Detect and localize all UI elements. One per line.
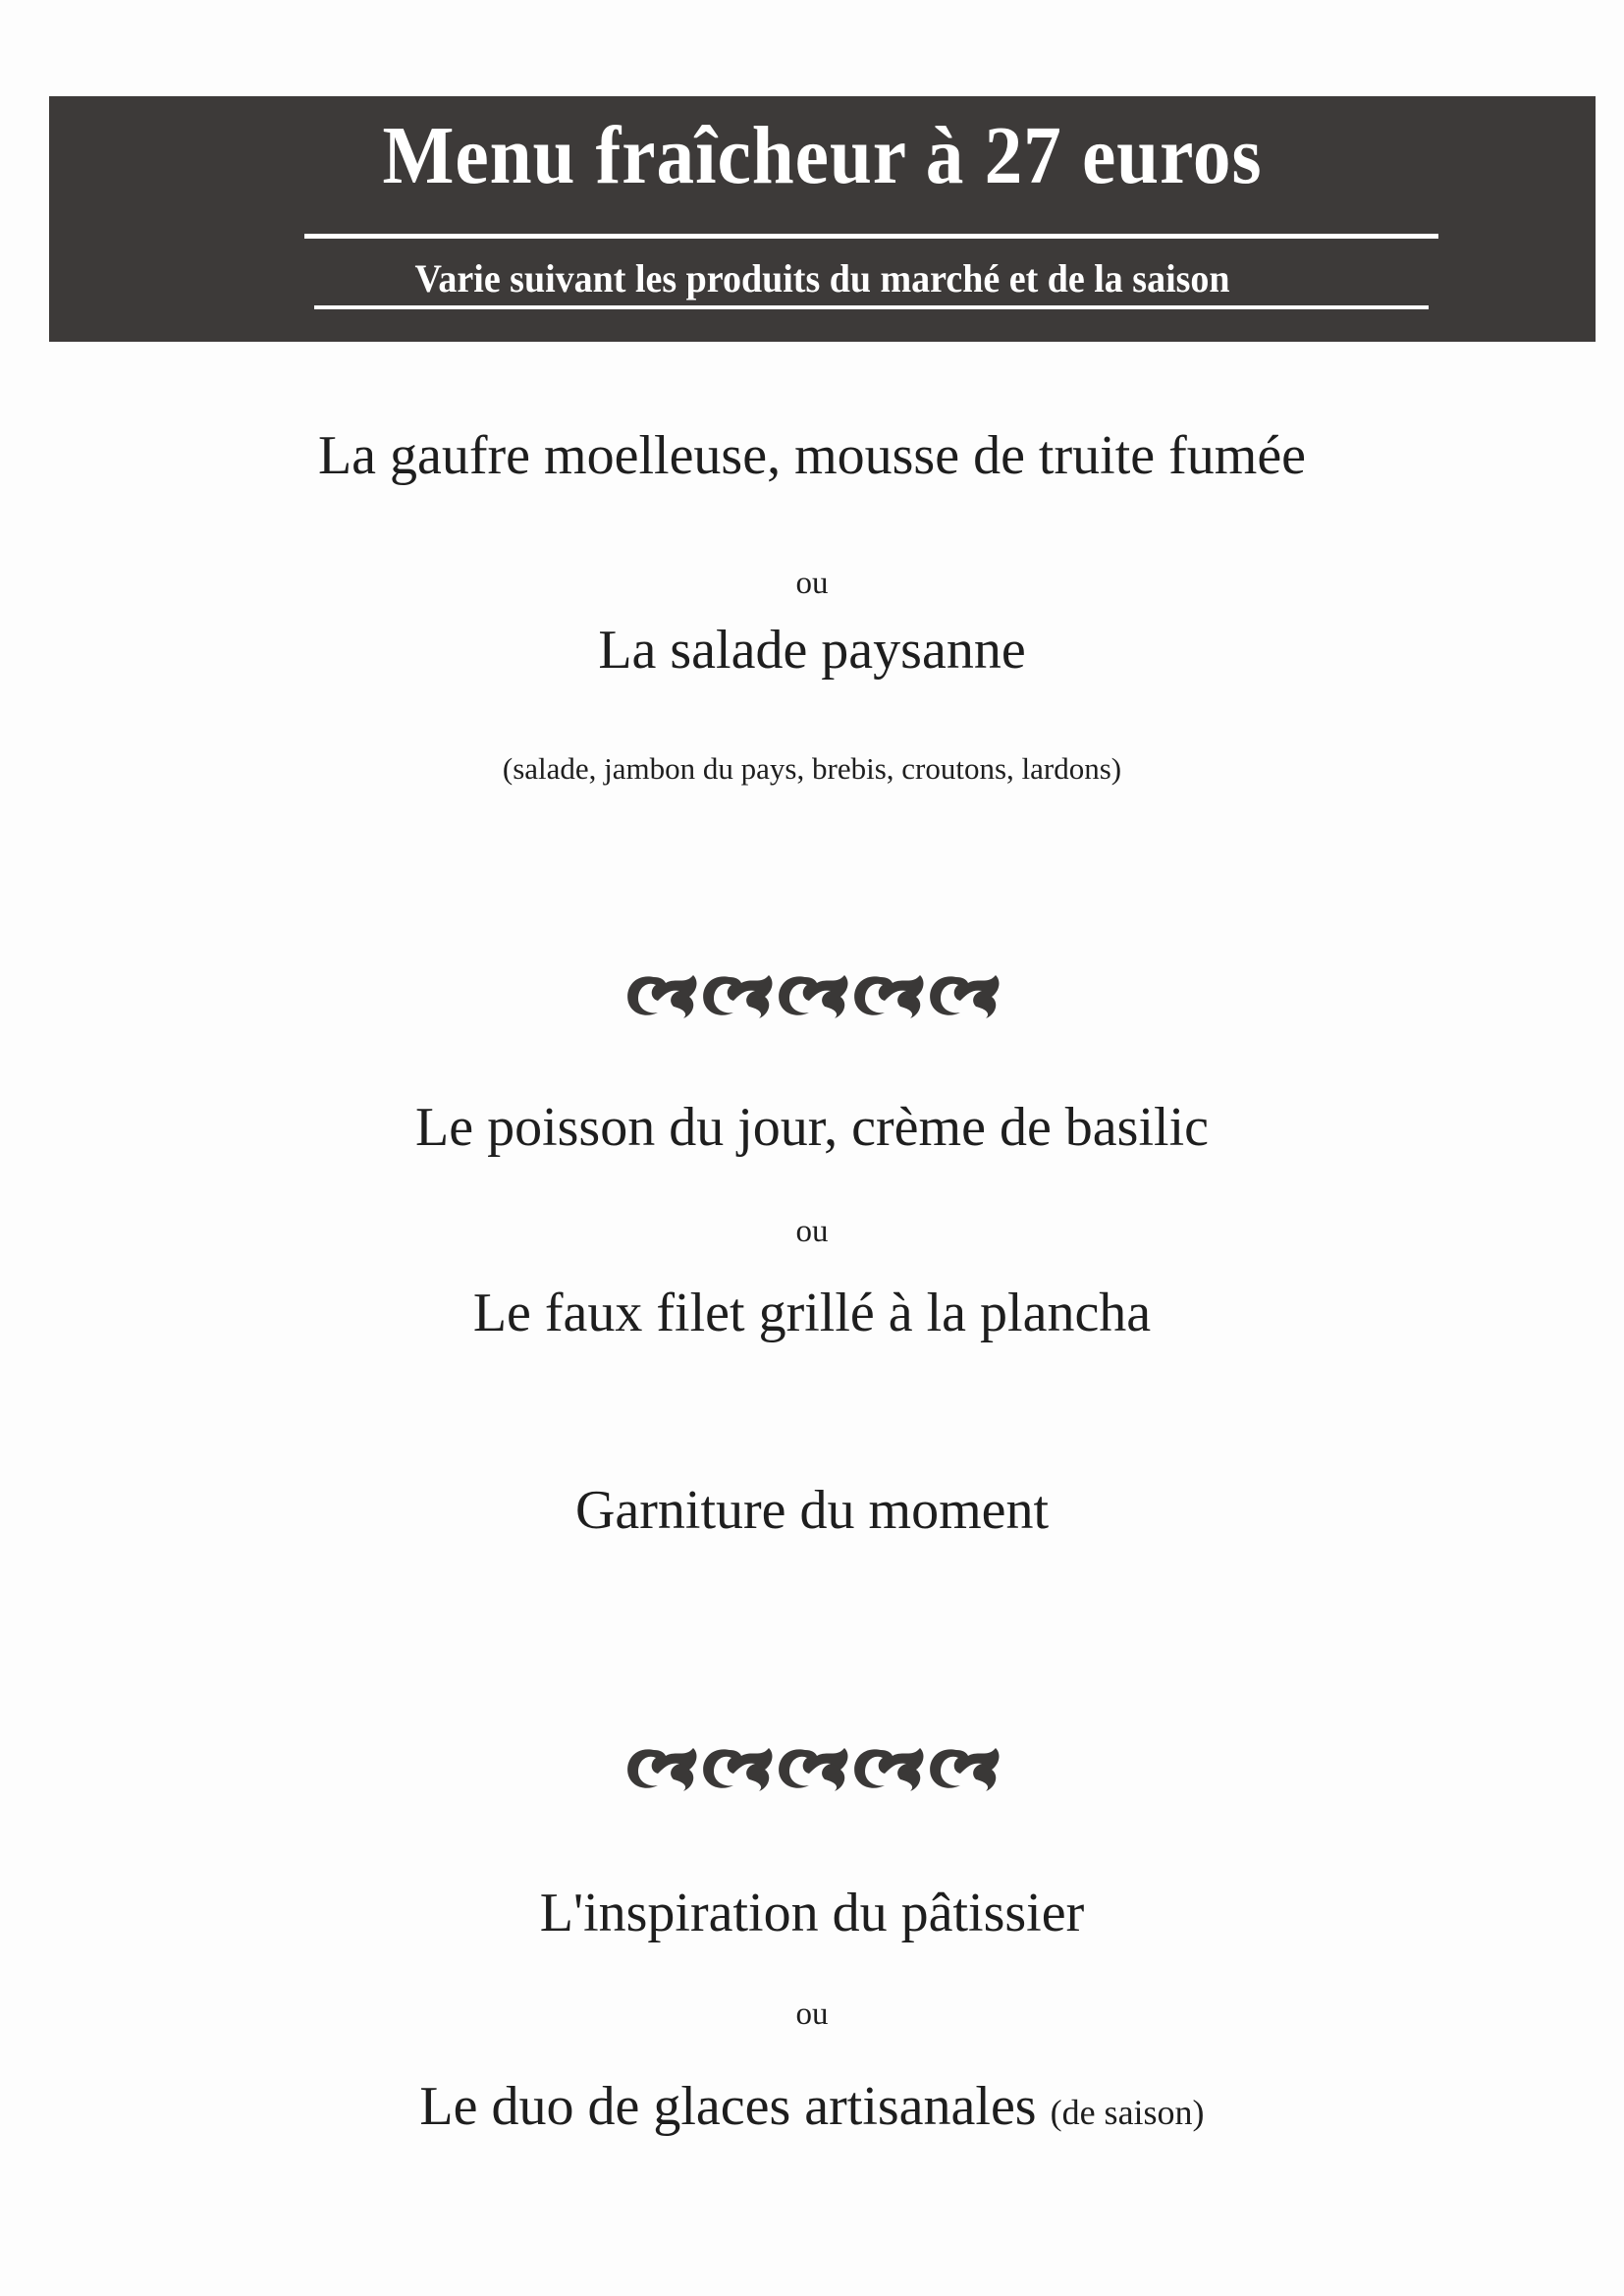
header-banner (49, 96, 1596, 342)
scroll-glyph (854, 1748, 923, 1791)
scroll-glyph (854, 975, 923, 1018)
title-underline (304, 234, 1438, 239)
scroll-glyph (779, 975, 847, 1018)
main-option-2: Le faux filet grillé à la plancha (472, 1283, 1152, 1343)
or-separator: ou (795, 1996, 829, 2032)
subtitle-underline (314, 305, 1429, 309)
scroll-glyph (703, 975, 772, 1018)
menu-title: Menu fraîcheur à 27 euros (382, 110, 1263, 201)
main-side: Garniture du moment (574, 1480, 1050, 1541)
or-separator: ou (795, 1214, 829, 1249)
scroll-ornament-icon (0, 967, 1624, 1022)
scroll-glyph (930, 1748, 999, 1791)
scroll-ornament-icon (0, 1740, 1624, 1795)
starter-option-2: La salade paysanne (598, 620, 1026, 681)
dessert-option-1: L'inspiration du pâtissier (539, 1883, 1085, 1943)
scroll-glyph (627, 1748, 696, 1791)
main-option-1: Le poisson du jour, crème de basilic (415, 1097, 1209, 1158)
scroll-glyph (930, 975, 999, 1018)
starter-option-1: La gaufre moelleuse, mousse de truite fumée (317, 425, 1307, 486)
scroll-glyph (627, 975, 696, 1018)
dessert-option-2-detail: (de saison) (1050, 2093, 1205, 2132)
scroll-glyph (779, 1748, 847, 1791)
scroll-glyph (703, 1748, 772, 1791)
dessert-option-2-name: Le duo de glaces artisanales (419, 2076, 1037, 2137)
dessert-option-2 (0, 2075, 1624, 2138)
or-separator: ou (795, 566, 829, 601)
menu-subtitle: Varie suivant les produits du marché et de la saison (414, 256, 1230, 301)
starter-option-2-detail: (salade, jambon du pays, brebis, croutons, lardons) (502, 751, 1122, 786)
